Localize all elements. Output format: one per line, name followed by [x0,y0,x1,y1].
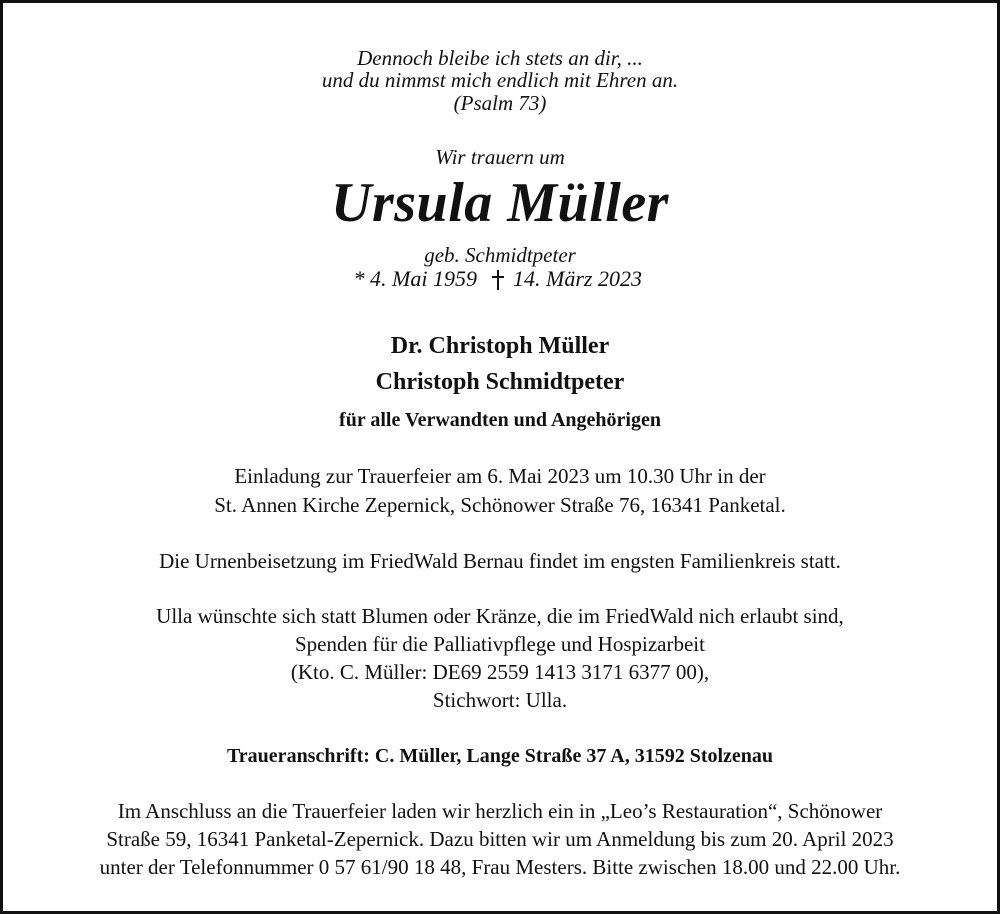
mourner-others: für alle Verwandten und Angehörigen [339,409,661,431]
reception-line-3: unter der Telefonnummer 0 57 61/90 18 48, Frau Mesters. Bitte zwischen 18.00 und 22.00 Uhr. [99,855,901,879]
mourner-name-2: Christoph Schmidtpeter [375,369,625,395]
reception-line-1: Im Anschluss an die Trauerfeier laden wir herzlich ein in „Leo’s Restauration“, Schönower [117,799,883,823]
donation-line-3: (Kto. C. Müller: DE69 2559 1413 3171 6377 00), [290,660,710,684]
mourning-intro: Wir trauern um [435,145,565,169]
donation-line-4: Stichwort: Ulla. [432,688,568,712]
psalm-line-1: Dennoch bleibe ich stets an dir, ... [357,46,643,70]
donation-line-1: Ulla wünschte sich statt Blumen oder Kränze, die im FriedWald nich erlaubt sind, [156,604,844,628]
mourner-name-1: Dr. Christoph Müller [390,333,610,359]
psalm-line-2: und du nimmst mich endlich mit Ehren an. [321,68,679,92]
death-cross-icon [491,270,505,290]
deceased-name: Ursula Müller [331,172,669,234]
ceremony-line-2: St. Annen Kirche Zepernick, Schönower Straße 76, 16341 Panketal. [214,493,786,517]
burial-notice: Die Urnenbeisetzung im FriedWald Bernau findet im engsten Familienkreis statt. [159,549,841,573]
mourning-address: Traueranschrift: C. Müller, Lange Straße 37 A, 31592 Stolzenau [226,745,774,767]
psalm-source: (Psalm 73) [453,91,547,115]
reception-line-2: Straße 59, 16341 Panketal-Zepernick. Dazu bitten wir um Anmeldung bis zum 20. April 2023 [106,827,894,851]
death-date: 14. März 2023 [513,266,642,291]
birth-date: * 4. Mai 1959 [353,266,477,291]
donation-line-2: Spenden für die Palliativpflege und Hospizarbeit [295,632,705,656]
ceremony-line-1: Einladung zur Trauerfeier am 6. Mai 2023 um 10.30 Uhr in der [234,464,766,488]
birth-name: geb. Schmidtpeter [424,243,576,267]
